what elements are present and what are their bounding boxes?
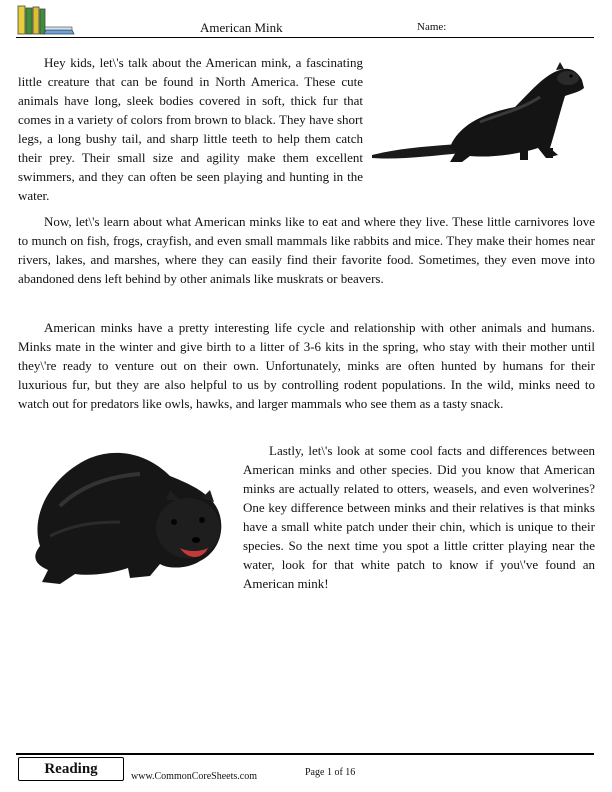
name-label: Name: xyxy=(417,21,447,33)
page-header xyxy=(0,0,612,40)
header-divider xyxy=(16,37,594,38)
paragraph-2: Now, let\'s learn about what American minks like to eat and where they live. These little carnivores love to munch on fish, frogs, crayfish, and even small mammals like rabbits and mice. They make their homes near rivers, lakes, and marshes, where they can easily find their favorite food. Sometimes, they even move into abandoned dens left behind by other animals like muskrats or beavers. xyxy=(18,214,595,286)
website-link[interactable]: www.CommonCoreSheets.com xyxy=(131,771,258,782)
paragraph-4: Lastly, let\'s look at some cool facts and differences between American minks and other species. Did you know that American minks are actually related to otters, weasels, and even wolverines? One key difference between minks and their relatives is that minks have a small white patch under their chin, which is unique to their species. So the next time you spot a little critter playing near the water, look for that white patch to know if you\'ve found an American mink! xyxy=(243,443,595,591)
books-icon xyxy=(16,4,76,36)
footer-divider xyxy=(16,753,594,755)
paragraph-3: American minks have a pretty interesting life cycle and relationship with other animals and humans. Minks mate in the winter and give birth to a litter of 3-6 kits in the spring, who stay with their mother until they\'re ready to venture out on their own. Unfortunately, minks are often hunted by humans for their luxurious fur, but they are also helpful to us by controlling rodent populations. In the wild, minks need to watch out for predators like owls, hawks, and larger mammals who see them as a tasty snack. xyxy=(18,320,595,411)
mink-photo-front xyxy=(20,436,230,594)
paragraph-1: Hey kids, let\'s talk about the American mink, a fascinating little creature that can be found in North America. These cute animals have long, sleek bodies covered in soft, thick fur that comes in a variety of colors from brown to black. They have short legs, a long bushy tail, and sharp little teeth to help them catch their prey. Their small size and agility make them excellent swimmers, and they can often be seen playing and hunting in the water. xyxy=(18,55,363,203)
page-number: Page 1 of 16 xyxy=(305,767,356,778)
mink-photo-side xyxy=(370,52,592,170)
page-title: American Mink xyxy=(200,20,283,35)
reading-badge: Reading xyxy=(18,757,124,781)
